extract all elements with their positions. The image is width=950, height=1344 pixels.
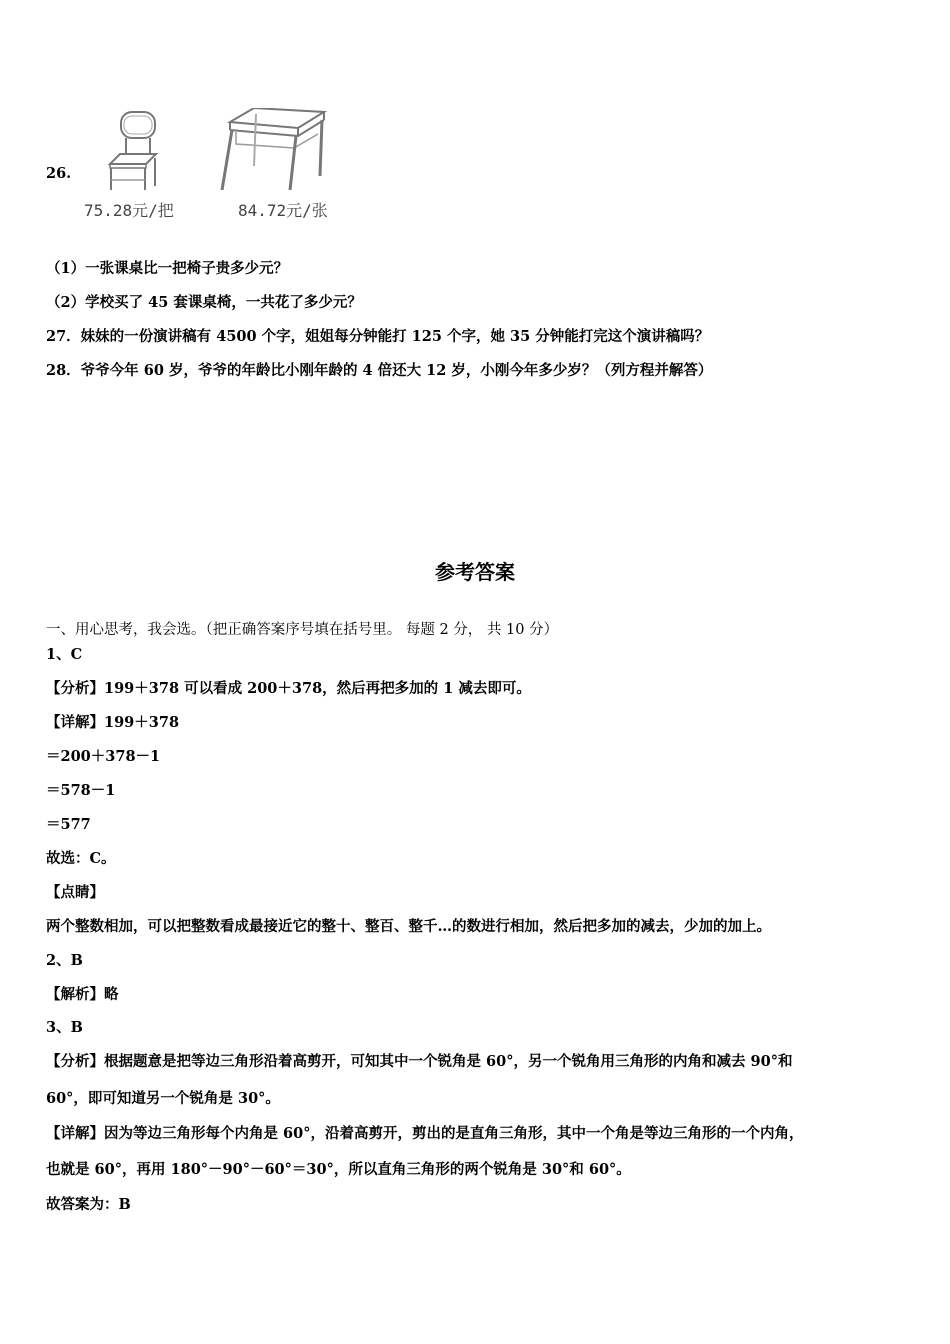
answer-3-analysis-2: 60°，即可知道另一个锐角是 30°。: [46, 1090, 280, 1107]
chair-icon: [104, 108, 162, 192]
question-26-sub-2: （2）学校买了 45 套课桌椅，一共花了多少元？: [46, 294, 362, 311]
answer-1: 1、C: [46, 646, 83, 663]
answer-1-step-1: ＝200＋378－1: [46, 748, 161, 765]
question-26-number: 26.: [46, 165, 72, 182]
answer-3-detail-1: 【详解】因为等边三角形每个内角是 60°，沿着高剪开，剪出的是直角三角形，其中一个角是等边三角形的一个内角，: [46, 1125, 804, 1142]
answer-3: 3、B: [46, 1019, 83, 1036]
answer-1-tip: 两个整数相加，可以把整数看成最接近它的整十、整百、整千…的数进行相加，然后把多加的减去，少加的加上。: [46, 918, 771, 935]
answer-2-explain: 【解析】略: [46, 986, 119, 1003]
answer-1-tip-label: 【点睛】: [46, 884, 104, 901]
desk-figure: [220, 108, 328, 196]
desk-price: 84.72元/张: [238, 201, 328, 220]
answer-1-step-2: ＝578－1: [46, 782, 116, 799]
question-26-sub-1: （1）一张课桌比一把椅子贵多少元？: [46, 260, 289, 277]
answer-1-step-3: ＝577: [46, 816, 91, 833]
answers-section-1: 一、用心思考，我会选。（把正确答案序号填在括号里。 每题 2 分， 共 10 分）: [46, 622, 559, 638]
answer-3-answer: 故答案为：B: [46, 1196, 131, 1213]
answer-1-analysis: 【分析】199＋378 可以看成 200＋378，然后再把多加的 1 减去即可。: [46, 680, 531, 697]
answer-1-detail: 【详解】199＋378: [46, 714, 180, 731]
question-27: 27．妹妹的一份演讲稿有 4500 个字，姐姐每分钟能打 125 个字，她 35 分钟能打完这个演讲稿吗？: [46, 328, 710, 345]
answer-3-analysis-1: 【分析】根据题意是把等边三角形沿着高剪开，可知其中一个锐角是 60°，另一个锐角用三角形的内角和减去 90°和: [46, 1053, 793, 1070]
question-28: 28．爷爷今年 60 岁，爷爷的年龄比小刚年龄的 4 倍还大 12 岁，小刚今年多少岁？（列方程并解答）: [46, 362, 713, 379]
answers-title: 参考答案: [435, 560, 515, 584]
chair-figure: [104, 108, 162, 196]
answer-2: 2、B: [46, 952, 83, 969]
chair-price: 75.28元/把: [84, 201, 174, 220]
desk-icon: [220, 108, 328, 192]
answer-3-detail-2: 也就是 60°，再用 180°－90°－60°＝30°，所以直角三角形的两个锐角是 30°和 60°。: [46, 1161, 631, 1178]
answer-1-choice: 故选：C。: [46, 850, 116, 867]
